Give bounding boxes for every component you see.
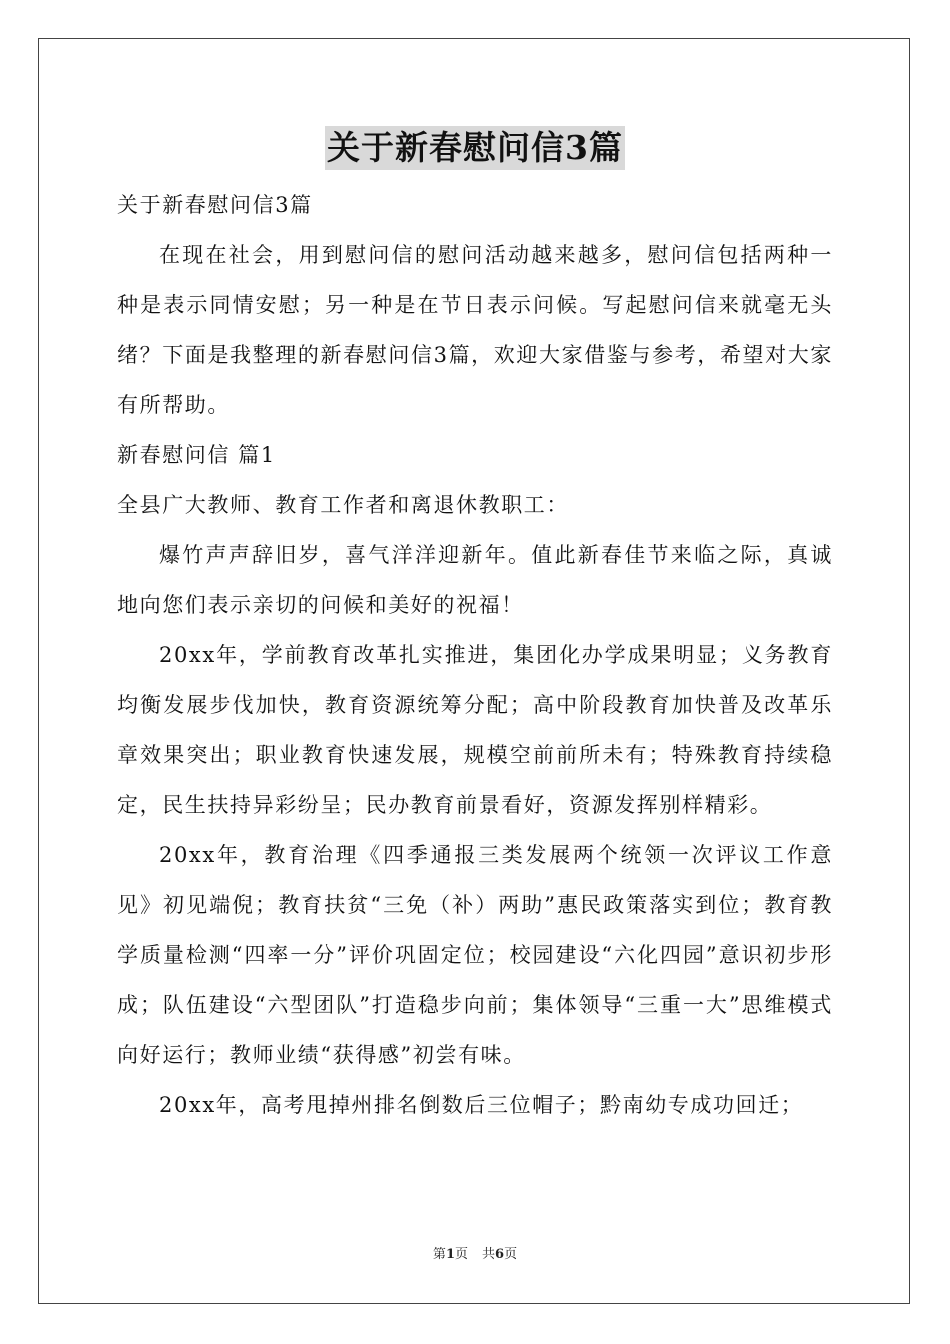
paragraph-section-title: 新春慰问信 篇1 xyxy=(117,443,276,467)
paragraph-body-2: 20xx年，教育治理《四季通报三类发展两个统领一次评议工作意见》初见端倪；教育扶贫“三免（补）两助”惠民政策落实到位；教育教学质量检测“四率一分”评价巩固定位；校园建设“六化四园”意识初步形成；队伍建设“六型团队”打造稳步向前；集体领导“三重一大”思维模式向好运行；教师业绩“获得感”初尝有味。 xyxy=(117,843,833,1067)
paragraph-intro: 在现在社会，用到慰问信的慰问活动越来越多，慰问信包括两种一种是表示同情安慰；另一种是在节日表示问候。写起慰问信来就毫无头绪？下面是我整理的新春慰问信3篇，欢迎大家借鉴与参考，希望对大家有所帮助。 xyxy=(117,243,833,417)
document-body xyxy=(117,180,833,1130)
footer-total-prefix: 共 xyxy=(482,1247,496,1262)
footer-page-prefix: 第 xyxy=(432,1247,446,1262)
paragraph-body-1: 20xx年，学前教育改革扎实推进，集团化办学成果明显；义务教育均衡发展步伐加快，教育资源统筹分配；高中阶段教育加快普及改革乐章效果突出；职业教育快速发展，规模空前前所未有；特殊教育持续稳定，民生扶持异彩纷呈；民办教育前景看好，资源发挥别样精彩。 xyxy=(117,643,833,817)
page-footer xyxy=(0,1245,950,1265)
document-title-text: 关于新春慰问信3篇 xyxy=(325,126,625,170)
paragraph-greeting: 爆竹声声辞旧岁，喜气洋洋迎新年。值此新春佳节来临之际，真诚地向您们表示亲切的问候和美好的祝福！ xyxy=(117,543,833,617)
paragraph-body-3: 20xx年，高考甩掉州排名倒数后三位帽子；黔南幼专成功回迁； xyxy=(159,1093,804,1117)
footer-total-unit: 页 xyxy=(504,1247,518,1262)
footer-page-current: 1 xyxy=(445,1247,455,1262)
footer-page-unit: 页 xyxy=(454,1247,468,1262)
footer-page-total: 6 xyxy=(495,1247,505,1262)
paragraph-heading: 关于新春慰问信3篇 xyxy=(117,193,313,217)
paragraph-salutation: 全县广大教师、教育工作者和离退休教职工： xyxy=(117,493,569,517)
document-title xyxy=(0,126,950,170)
